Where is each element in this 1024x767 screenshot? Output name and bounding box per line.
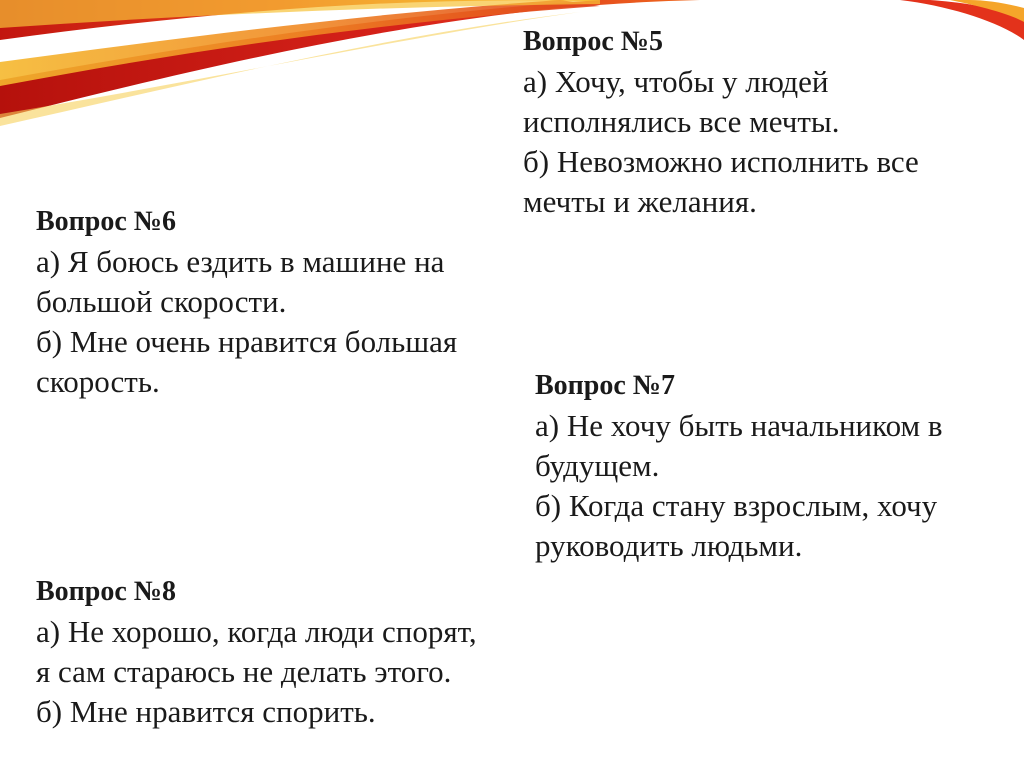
answer-line: исполнялись все мечты. [523,104,840,139]
question-title: Вопрос №6 [36,206,176,237]
question-title: Вопрос №5 [523,26,663,57]
question-title: Вопрос №7 [535,370,675,401]
answer-line: б) Невозможно исполнить все [523,144,919,179]
answer-line: скорость. [36,364,160,399]
answer-line: а) Хочу, чтобы у людей [523,64,829,99]
answer-line: руководить людьми. [535,528,803,563]
question-6-block [36,202,457,402]
answer-line: б) Когда стану взрослым, хочу [535,488,938,523]
question-8-block [36,572,477,732]
answer-line: б) Мне нравится спорить. [36,694,376,729]
question-5-block [523,22,919,222]
answer-line: а) Не хочу быть начальником в [535,408,943,443]
answer-line: б) Мне очень нравится большая [36,324,458,359]
answer-line: а) Не хорошо, когда люди спорят, [36,614,477,649]
answer-line: я сам стараюсь не делать этого. [36,654,452,689]
answer-line: мечты и желания. [523,184,757,219]
answer-line: а) Я боюсь ездить в машине на [36,244,445,279]
answer-line: большой скорости. [36,284,287,319]
question-title: Вопрос №8 [36,576,176,607]
question-7-block [535,366,943,566]
answer-line: будущем. [535,448,660,483]
